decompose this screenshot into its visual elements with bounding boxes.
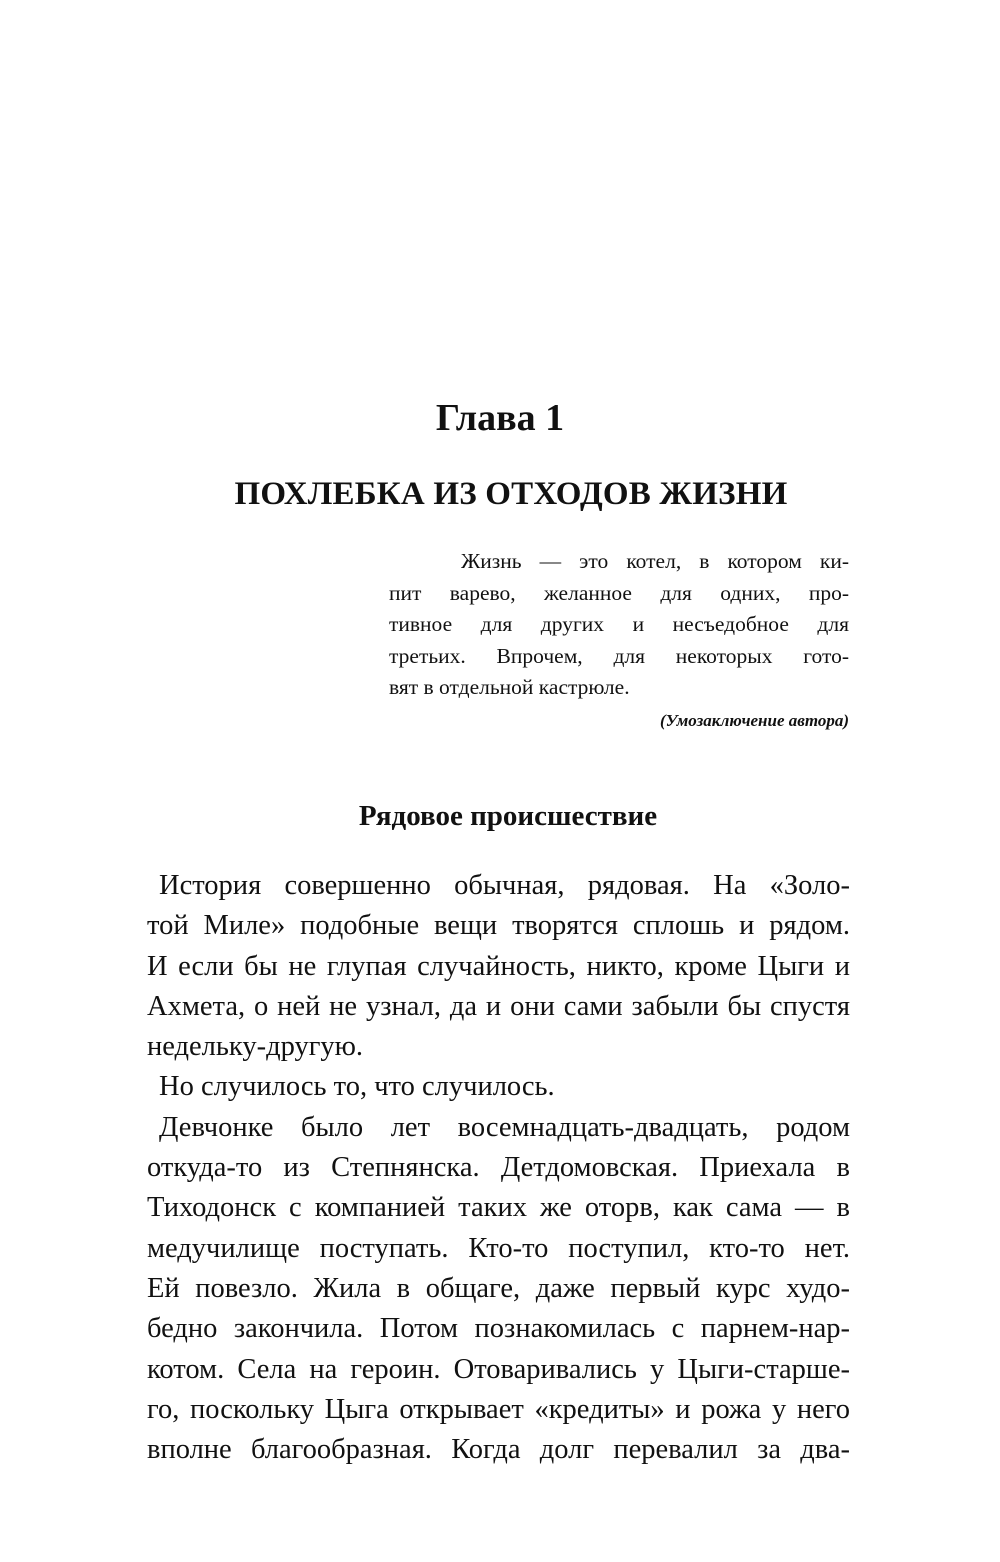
text-line: котом. Села на героин. Отоваривались у Цыги-старше-: [147, 1353, 850, 1385]
text-line: История совершенно обычная, рядовая. На «Золо-: [159, 870, 850, 901]
epigraph: [389, 546, 849, 736]
text-line: Ей повезло. Жила в общаге, даже первый курс худо-: [147, 1272, 850, 1304]
epigraph-source: (Умозаключение автора): [660, 710, 849, 730]
text-line: Ахмета, о ней не узнал, да и они сами забыли бы спустя: [147, 990, 850, 1022]
section-title: Рядовое происшествие: [358, 800, 658, 832]
text-line: И если бы не глупая случайность, никто, кроме Цыги и: [147, 950, 850, 982]
text-line: Девчонке было лет восемнадцать-двадцать, родом: [159, 1111, 850, 1143]
text-line: вполне благообразная. Когда долг перевалил за два-: [147, 1434, 850, 1466]
epigraph-line: пит варево, желанное для одних, про-: [389, 580, 849, 605]
text-line: бедно закончила. Потом познакомилась с парнем-нар-: [147, 1313, 850, 1345]
body-text: [147, 866, 850, 1470]
text-line: Но случилось то, что случилось.: [159, 1071, 555, 1103]
epigraph-line: третьих. Впрочем, для некоторых гото-: [389, 643, 849, 668]
text-line: откуда-то из Степнянска. Детдомовская. Приехала в: [147, 1152, 850, 1184]
text-line: Тиходонск с компанией таких же оторв, как сама — в: [147, 1192, 850, 1224]
text-line: той Миле» подобные вещи творятся сплошь и рядом.: [147, 910, 850, 942]
epigraph-line: вят в отдельной кастрюле.: [389, 675, 630, 699]
epigraph-line: тивное для других и несъедобное для: [389, 612, 849, 636]
text-line: недельку-другую.: [147, 1031, 364, 1063]
chapter-title: ПОХЛЕБКА ИЗ ОТХОДОВ ЖИЗНИ: [234, 476, 788, 512]
text-line: го, поскольку Цыга открывает «кредиты» и рожа у него: [147, 1393, 850, 1425]
epigraph-line: Жизнь — это котел, в котором ки-: [461, 549, 849, 573]
chapter-number: Глава 1: [435, 397, 565, 439]
text-line: медучилище поступать. Кто-то поступил, кто-то нет.: [147, 1232, 850, 1264]
